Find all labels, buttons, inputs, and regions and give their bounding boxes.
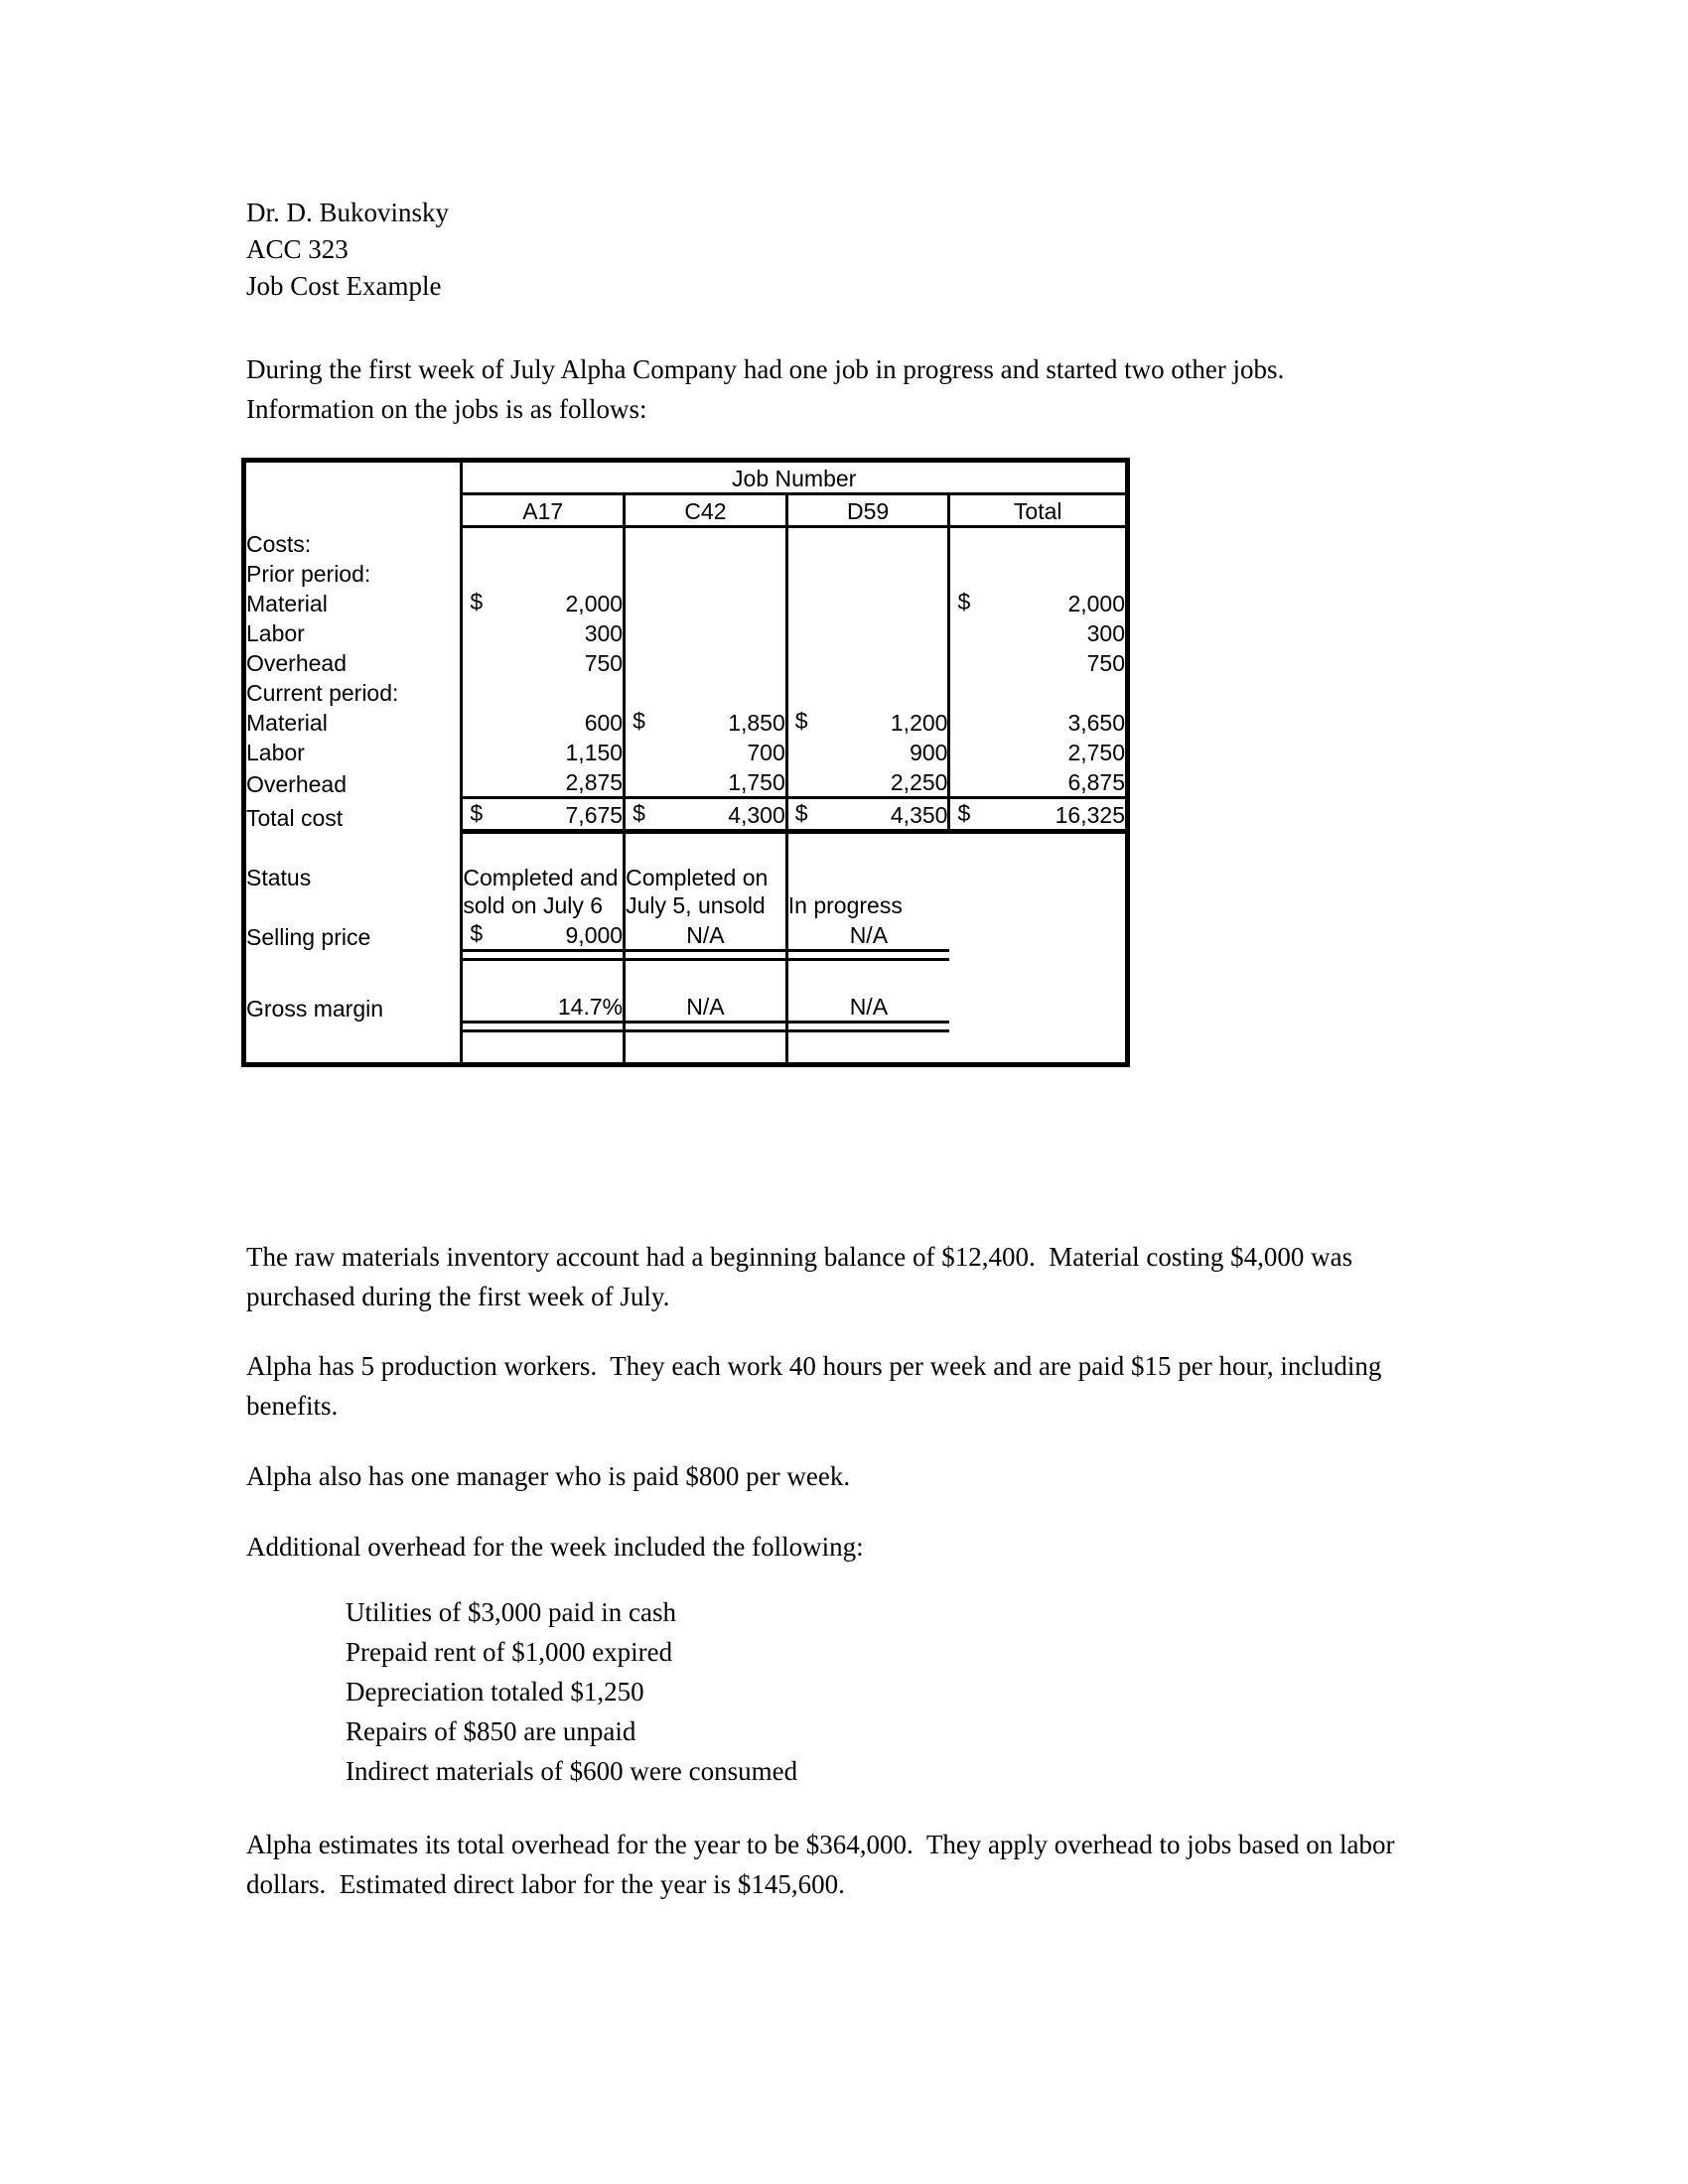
row-label-material: Material xyxy=(246,591,328,616)
cell-gross-margin-c42: N/A xyxy=(625,991,787,1023)
table-spacer-row xyxy=(246,832,1125,865)
production-workers-text: Alpha has 5 production workers. They each work 40 hours per week and are paid $15 per hour, including benefits. xyxy=(246,1351,1389,1421)
cell-current-overhead-c42: 1,750 xyxy=(625,766,787,798)
currency-symbol: $ xyxy=(470,800,484,826)
cell-prior-overhead-d59 xyxy=(786,647,949,677)
intro-paragraph xyxy=(246,349,1413,429)
production-workers-paragraph xyxy=(246,1346,1413,1426)
cell-gross-margin-d59: N/A xyxy=(786,991,949,1023)
currency-symbol: $ xyxy=(633,800,645,826)
row-label-prior-period: Prior period: xyxy=(246,561,371,587)
row-label-total-cost: Total cost xyxy=(246,804,344,831)
row-label-overhead: Overhead xyxy=(246,770,348,797)
value: 1,850 xyxy=(728,710,785,736)
cell-empty xyxy=(246,951,462,960)
cell-status-d59: In progress xyxy=(786,864,949,919)
cell-empty xyxy=(625,558,787,588)
cell-current-labor-a17: 1,150 xyxy=(462,737,625,766)
value: 1,200 xyxy=(890,710,948,736)
overhead-intro-text: Additional overhead for the week included the following: xyxy=(246,1532,864,1562)
table-row-current-labor xyxy=(246,737,1125,766)
table-row-selling-price xyxy=(246,919,1125,951)
cell-empty xyxy=(246,832,462,865)
table-row-costs-heading xyxy=(246,527,1125,559)
job-cost-table xyxy=(241,458,1130,1067)
cell-total-cost-c42 xyxy=(625,798,787,832)
cell-prior-overhead-total: 750 xyxy=(949,647,1125,677)
column-header-d59: D59 xyxy=(786,494,949,527)
cell-current-labor-total: 2,750 xyxy=(949,737,1125,766)
cell-total-cost-total xyxy=(949,798,1125,832)
cell-empty xyxy=(786,527,949,559)
row-label-material: Material xyxy=(246,710,328,736)
cell-empty xyxy=(462,832,625,865)
overhead-intro-paragraph xyxy=(246,1527,1413,1567)
value: 4,350 xyxy=(890,802,948,828)
currency-symbol: $ xyxy=(957,800,971,826)
cell-empty xyxy=(949,1031,1125,1063)
table-double-rule-row-2 xyxy=(246,1023,1125,1031)
cell-total-cost-a17 xyxy=(462,798,625,832)
cell-empty xyxy=(949,527,1125,559)
cell-empty xyxy=(949,558,1125,588)
cell-gross-margin-a17: 14.7% xyxy=(462,991,625,1023)
estimates-paragraph xyxy=(246,1825,1413,1904)
cell-status-total xyxy=(949,864,1125,919)
cell-empty xyxy=(625,527,787,559)
manager-text: Alpha also has one manager who is paid $800 per week. xyxy=(246,1461,851,1491)
table-row-prior-labor xyxy=(246,617,1125,647)
cell-empty xyxy=(462,960,625,992)
cell-empty xyxy=(462,527,625,559)
currency-symbol: $ xyxy=(957,589,971,614)
currency-symbol: $ xyxy=(470,920,484,946)
cell-empty xyxy=(246,1031,462,1063)
column-header-total: Total xyxy=(949,494,1125,527)
column-header-a17: A17 xyxy=(462,494,625,527)
course-code: ACC 323 xyxy=(246,234,349,264)
table-group-header-row xyxy=(246,463,1125,494)
cell-empty xyxy=(462,951,625,960)
cell-empty xyxy=(786,677,949,707)
table-spacer-row-2 xyxy=(246,960,1125,992)
cell-gross-margin-total xyxy=(949,991,1125,1023)
table-row-prior-material xyxy=(246,588,1125,617)
cell-prior-overhead-c42 xyxy=(625,647,787,677)
column-header-c42: C42 xyxy=(625,494,787,527)
instructor-name: Dr. D. Bukovinsky xyxy=(246,198,450,227)
page-title: Job Cost Example xyxy=(246,271,442,301)
cell-empty xyxy=(949,832,1125,865)
cell-prior-labor-total: 300 xyxy=(949,617,1125,647)
list-item: Prepaid rent of $1,000 expired xyxy=(346,1637,673,1667)
overhead-items-list xyxy=(346,1592,797,1791)
cell-current-overhead-d59: 2,250 xyxy=(786,766,949,798)
value: 16,325 xyxy=(1055,802,1125,828)
cell-empty xyxy=(949,960,1125,992)
estimates-text: Alpha estimates its total overhead for the year to be $364,000. They apply overhead to jobs based on labor dollars. Estimated direct labor for the year is $145,600. xyxy=(246,1830,1402,1899)
cell-empty xyxy=(625,1023,787,1031)
list-item: Repairs of $850 are unpaid xyxy=(346,1716,636,1746)
table-row-prior-period-heading xyxy=(246,558,1125,588)
cell-empty xyxy=(786,1023,949,1031)
cell-empty xyxy=(786,1031,949,1063)
cell-prior-labor-a17: 300 xyxy=(462,617,625,647)
raw-materials-text: The raw materials inventory account had a beginning balance of $12,400. Material costing $4,000 was purchased during the first week of July. xyxy=(246,1242,1359,1311)
cell-selling-price-c42: N/A xyxy=(625,919,787,951)
cell-empty xyxy=(786,558,949,588)
list-item: Depreciation totaled $1,250 xyxy=(346,1677,644,1706)
cell-prior-material-c42 xyxy=(625,588,787,617)
table-row-gross-margin xyxy=(246,991,1125,1023)
table-row-status xyxy=(246,864,1125,919)
cell-current-material-a17: 600 xyxy=(462,707,625,737)
cell-current-labor-d59: 900 xyxy=(786,737,949,766)
cell-selling-price-total xyxy=(949,919,1125,951)
value: 9,000 xyxy=(565,922,624,948)
cell-status-a17: Completed and sold on July 6 xyxy=(462,864,625,919)
manager-paragraph xyxy=(246,1456,1413,1496)
cell-empty xyxy=(625,951,787,960)
document-header xyxy=(246,195,449,305)
table-row-total-cost xyxy=(246,798,1125,832)
cell-empty xyxy=(786,951,949,960)
cell-prior-overhead-a17: 750 xyxy=(462,647,625,677)
cell-prior-material-total xyxy=(949,588,1125,617)
table-row-prior-overhead xyxy=(246,647,1125,677)
table-double-rule-row xyxy=(246,951,1125,960)
raw-materials-paragraph xyxy=(246,1237,1413,1316)
row-label-gross-margin: Gross margin xyxy=(246,995,384,1022)
cell-current-overhead-a17: 2,875 xyxy=(462,766,625,798)
table-row-current-material xyxy=(246,707,1125,737)
cell-empty xyxy=(786,832,949,865)
row-label-selling-price: Selling price xyxy=(246,923,371,950)
currency-symbol: $ xyxy=(794,708,808,734)
cell-empty xyxy=(949,951,1125,960)
row-label-labor: Labor xyxy=(246,740,305,765)
cell-empty xyxy=(625,1031,787,1063)
list-item: Utilities of $3,000 paid in cash xyxy=(346,1597,676,1627)
cell-empty xyxy=(949,1023,1125,1031)
currency-symbol: $ xyxy=(470,589,484,614)
value: 2,000 xyxy=(1067,591,1125,616)
list-item: Indirect materials of $600 were consumed xyxy=(346,1756,798,1786)
cell-current-material-total: 3,650 xyxy=(949,707,1125,737)
cell-current-material-c42 xyxy=(625,707,787,737)
row-label-costs: Costs: xyxy=(246,531,312,557)
cell-empty xyxy=(462,1023,625,1031)
cell-empty xyxy=(786,960,949,992)
cell-empty xyxy=(625,832,787,865)
row-label-overhead: Overhead xyxy=(246,650,348,676)
cell-empty xyxy=(246,1023,462,1031)
cell-empty xyxy=(462,1031,625,1063)
table-column-header-row xyxy=(246,494,1125,527)
cell-prior-material-d59 xyxy=(786,588,949,617)
cell-empty xyxy=(462,558,625,588)
cell-empty xyxy=(462,677,625,707)
row-label-status: Status xyxy=(246,865,312,890)
value: 4,300 xyxy=(728,802,785,828)
cell-prior-labor-d59 xyxy=(786,617,949,647)
table-row-current-period-heading xyxy=(246,677,1125,707)
empty-corner-cell-2 xyxy=(246,494,462,527)
row-label-labor: Labor xyxy=(246,620,305,646)
cell-prior-labor-c42 xyxy=(625,617,787,647)
cell-prior-material-a17 xyxy=(462,588,625,617)
value: 2,000 xyxy=(565,591,624,616)
cell-selling-price-a17 xyxy=(462,919,625,951)
value: 7,675 xyxy=(565,802,624,828)
table-row-current-overhead xyxy=(246,766,1125,798)
cell-empty xyxy=(625,960,787,992)
cell-current-overhead-total: 6,875 xyxy=(949,766,1125,798)
empty-corner-cell xyxy=(246,463,462,494)
cell-status-c42: Completed on July 5, unsold xyxy=(625,864,787,919)
cell-current-material-d59 xyxy=(786,707,949,737)
table-trailing-blank-row xyxy=(246,1031,1125,1063)
cell-total-cost-d59 xyxy=(786,798,949,832)
cell-empty xyxy=(949,677,1125,707)
cell-empty xyxy=(246,960,462,992)
group-header-job-number: Job Number xyxy=(462,463,1125,494)
intro-paragraph-text: During the first week of July Alpha Company had one job in progress and started two other jobs. Information on the jobs is as follows: xyxy=(246,354,1298,424)
row-label-current-period: Current period: xyxy=(246,680,399,706)
cell-selling-price-d59: N/A xyxy=(786,919,949,951)
cell-current-labor-c42: 700 xyxy=(625,737,787,766)
currency-symbol: $ xyxy=(794,800,808,826)
cell-empty xyxy=(625,677,787,707)
currency-symbol: $ xyxy=(633,708,645,734)
